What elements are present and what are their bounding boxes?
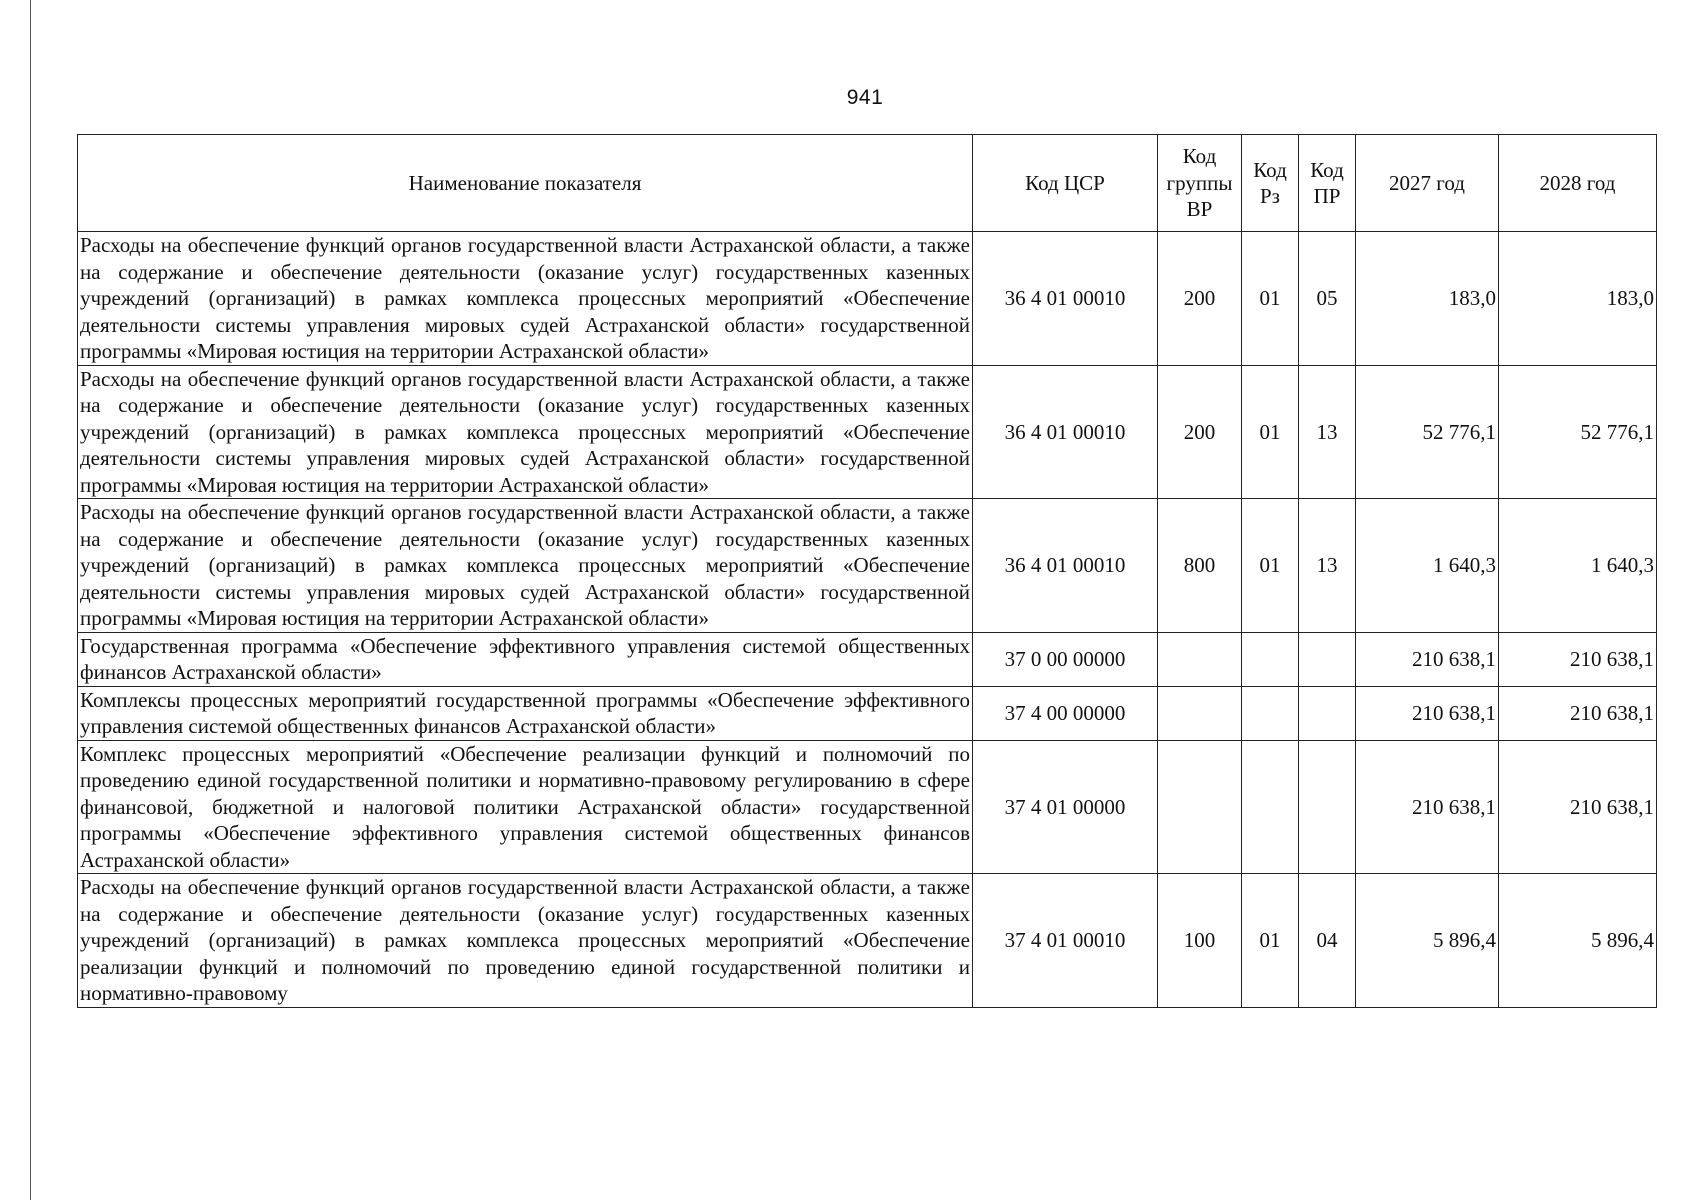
row-2027: 210 638,1 bbox=[1356, 686, 1499, 740]
row-csr: 36 4 01 00010 bbox=[973, 365, 1158, 499]
table-row bbox=[78, 499, 1657, 633]
table-header-row bbox=[78, 135, 1657, 232]
row-vr bbox=[1158, 740, 1242, 874]
header-rz-line2: Рз bbox=[1260, 184, 1280, 208]
row-vr: 200 bbox=[1158, 365, 1242, 499]
row-vr: 200 bbox=[1158, 232, 1242, 366]
row-2027: 52 776,1 bbox=[1356, 365, 1499, 499]
budget-table bbox=[77, 134, 1657, 1008]
row-pr: 04 bbox=[1299, 874, 1356, 1008]
row-2028: 210 638,1 bbox=[1499, 740, 1657, 874]
table-row bbox=[78, 874, 1657, 1008]
page-number: 941 bbox=[846, 86, 884, 109]
header-csr: Код ЦСР bbox=[973, 135, 1158, 232]
row-vr: 100 bbox=[1158, 874, 1242, 1008]
row-rz: 01 bbox=[1242, 232, 1299, 366]
row-pr bbox=[1299, 686, 1356, 740]
row-rz: 01 bbox=[1242, 499, 1299, 633]
row-pr bbox=[1299, 740, 1356, 874]
row-vr bbox=[1158, 632, 1242, 686]
row-name: Государственная программа «Обеспечение эффективного управления системой общественных финансов Астраханской области» bbox=[78, 632, 973, 686]
row-pr: 05 bbox=[1299, 232, 1356, 366]
row-2027: 210 638,1 bbox=[1356, 740, 1499, 874]
row-rz: 01 bbox=[1242, 874, 1299, 1008]
header-pr-line2: ПР bbox=[1313, 184, 1341, 208]
scan-edge-line bbox=[30, 0, 31, 1200]
header-vr-line1: Код bbox=[1182, 144, 1217, 169]
header-vr-line3: ВР bbox=[1186, 197, 1213, 222]
row-2028: 1 640,3 bbox=[1499, 499, 1657, 633]
row-name: Комплексы процессных мероприятий государственной программы «Обеспечение эффективного управления системой общественных финансов Астраханской области» bbox=[78, 686, 973, 740]
row-name: Расходы на обеспечение функций органов государственной власти Астраханской области, а также на содержание и обеспечение деятельности (оказание услуг) государственных казенных учреждений (организаций) в рамках комплекса процессных мероприятий «Обеспечение деятельности системы управления мировых судей Астраханской области» государственной программы «Мировая юстиция на территории Астраханской области» bbox=[78, 365, 973, 499]
row-rz: 01 bbox=[1242, 365, 1299, 499]
row-name: Комплекс процессных мероприятий «Обеспечение реализации функций и полномочий по проведению единой государственной политики и нормативно-правовому регулированию в сфере финансовой, бюджетной и налоговой политики Астраханской области» государственной программы «Обеспечение эффективного управления системой общественных финансов Астраханской области» bbox=[78, 740, 973, 874]
row-csr: 36 4 01 00010 bbox=[973, 232, 1158, 366]
table-row bbox=[78, 232, 1657, 366]
header-name: Наименование показателя bbox=[78, 135, 973, 232]
row-vr: 800 bbox=[1158, 499, 1242, 633]
header-pr-line1: Код bbox=[1310, 157, 1344, 182]
row-2028: 210 638,1 bbox=[1499, 632, 1657, 686]
header-rz-line1: Код bbox=[1253, 157, 1287, 182]
row-rz bbox=[1242, 740, 1299, 874]
row-2028: 183,0 bbox=[1499, 232, 1657, 366]
table-row bbox=[78, 686, 1657, 740]
row-2028: 210 638,1 bbox=[1499, 686, 1657, 740]
row-2028: 52 776,1 bbox=[1499, 365, 1657, 499]
header-pr bbox=[1299, 135, 1356, 232]
row-rz bbox=[1242, 632, 1299, 686]
row-pr: 13 bbox=[1299, 365, 1356, 499]
row-2028: 5 896,4 bbox=[1499, 874, 1657, 1008]
header-2027: 2027 год bbox=[1356, 135, 1499, 232]
header-2028: 2028 год bbox=[1499, 135, 1657, 232]
row-pr bbox=[1299, 632, 1356, 686]
row-csr: 37 4 00 00000 bbox=[973, 686, 1158, 740]
row-csr: 37 0 00 00000 bbox=[973, 632, 1158, 686]
table-row bbox=[78, 365, 1657, 499]
row-vr bbox=[1158, 686, 1242, 740]
table-row bbox=[78, 740, 1657, 874]
header-rz bbox=[1242, 135, 1299, 232]
row-name: Расходы на обеспечение функций органов государственной власти Астраханской области, а также на содержание и обеспечение деятельности (оказание услуг) государственных казенных учреждений (организаций) в рамках комплекса процессных мероприятий «Обеспечение деятельности системы управления мировых судей Астраханской области» государственной программы «Мировая юстиция на территории Астраханской области» bbox=[78, 232, 973, 366]
row-pr: 13 bbox=[1299, 499, 1356, 633]
row-csr: 36 4 01 00010 bbox=[973, 499, 1158, 633]
header-vr-line2: группы bbox=[1166, 170, 1233, 195]
row-2027: 210 638,1 bbox=[1356, 632, 1499, 686]
row-2027: 5 896,4 bbox=[1356, 874, 1499, 1008]
row-2027: 183,0 bbox=[1356, 232, 1499, 366]
row-2027: 1 640,3 bbox=[1356, 499, 1499, 633]
table-row bbox=[78, 632, 1657, 686]
row-name: Расходы на обеспечение функций органов государственной власти Астраханской области, а также на содержание и обеспечение деятельности (оказание услуг) государственных казенных учреждений (организаций) в рамках комплекса процессных мероприятий «Обеспечение деятельности системы управления мировых судей Астраханской области» государственной программы «Мировая юстиция на территории Астраханской области» bbox=[78, 499, 973, 633]
row-rz bbox=[1242, 686, 1299, 740]
row-csr: 37 4 01 00010 bbox=[973, 874, 1158, 1008]
header-vr bbox=[1158, 135, 1242, 232]
row-name: Расходы на обеспечение функций органов государственной власти Астраханской области, а также на содержание и обеспечение деятельности (оказание услуг) государственных казенных учреждений (организаций) в рамках комплекса процессных мероприятий «Обеспечение реализации функций и полномочий по проведению единой государственной политики и нормативно-правовому bbox=[78, 874, 973, 1008]
row-csr: 37 4 01 00000 bbox=[973, 740, 1158, 874]
